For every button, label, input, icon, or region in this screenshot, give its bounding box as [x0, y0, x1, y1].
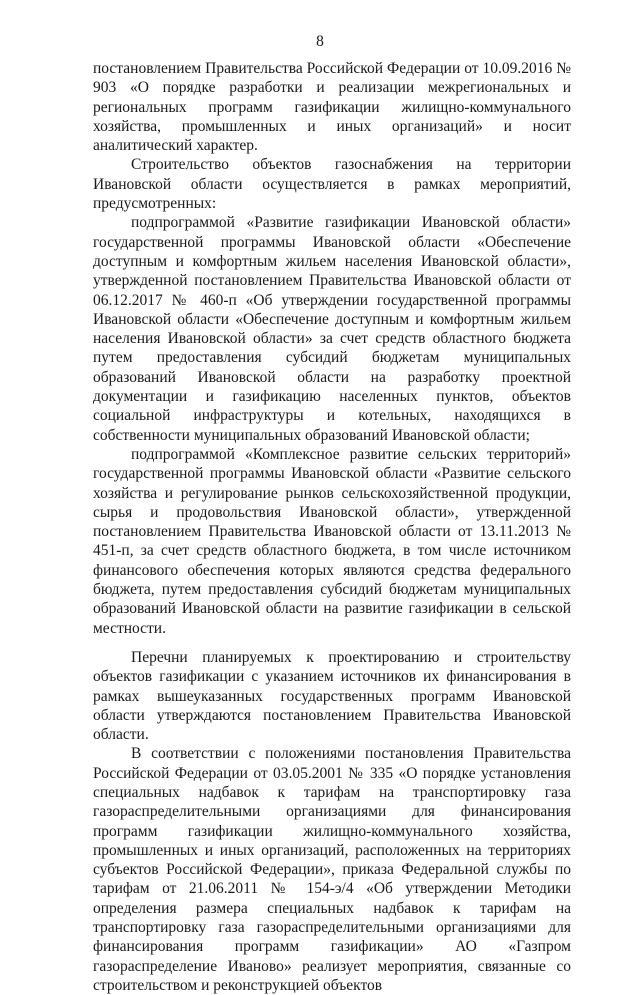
paragraph-object-lists: Перечни планируемых к проектированию и строительству объектов газификации с указанием источников их финансирования в рамках вышеуказанных государственных программ Ивановской области утверждаются постановлением Правительства Ивановской области. [93, 648, 571, 744]
paragraph-special-surcharges: В соответствии с положениями постановления Правительства Российской Федерации от 03.05.2001 № 335 «О порядке установления специальных надбавок к тарифам на транспортировку газа газораспределительными организациями для финансирования программ газификации жилищно-коммунального хозяйства, промышленных и иных организаций, расположенных на территориях субъектов Российской Федерации», приказа Федеральной службы по тарифам от 21.06.2011 № 154-э/4 «Об утверждении Методики определения размера специальных надбавок к тарифам на транспортировку газа газораспределительными организациями для финансирования программ газификации» АО «Газпром газораспределение Иваново» реализует мероприятия, связанные со строительством и реконструкцией объектов [93, 745, 571, 994]
document-body [93, 59, 571, 995]
paragraph-gas-supply-construction: Строительство объектов газоснабжения на территории Ивановской области осуществляется в рамках мероприятий, предусмотренных: [93, 156, 571, 213]
paragraph-rural-development-subprogram: подпрограммой «Комплексное развитие сельских территорий» государственной программы Ивановской области «Развитие сельского хозяйства и регулирование рынков сельскохозяйственной продукции, сырья и продовольствия Ивановской области», утвержденной постановлением Правительства Ивановской области от 13.11.2013 № 451-п, за счет средств областного бюджета, в том числе источником финансового обеспечения которых являются средства федерального бюджета, путем предоставления субсидий бюджетам муниципальных образований Ивановской области на развитие газификации в сельской местности. [93, 445, 571, 637]
paragraph-gasification-subprogram: подпрограммой «Развитие газификации Ивановской области» государственной программы Ивановской области «Обеспечение доступным и комфортным жильем населения Ивановской области», утвержденной постановлением Правительства Ивановской области от 06.12.2017 № 460-п «Об утверждении государственной программы Ивановской области «Обеспечение доступным и комфортным жильем населения Ивановской области» за счет средств областного бюджета путем предоставления субсидий бюджетам муниципальных образований Ивановской области на разработку проектной документации и газификацию населенных пунктов, объектов социальной инфраструктуры и котельных, находящихся в собственности муниципальных образований Ивановской области; [93, 214, 571, 444]
page-number: 8 [316, 33, 324, 50]
paragraph-continuation: постановлением Правительства Российской Федерации от 10.09.2016 № 903 «О порядке разработки и реализации межрегиональных и региональных программ газификации жилищно-коммунального хозяйства, промышленных и иных организаций» и носит аналитический характер. [93, 60, 571, 155]
